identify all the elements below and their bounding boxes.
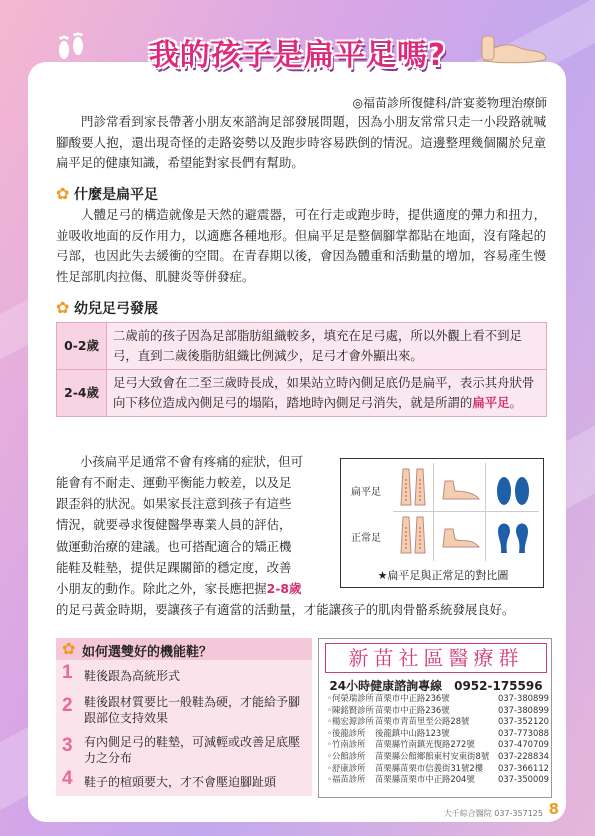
flower-icon: ✿ [56, 184, 70, 203]
section-heading-label: 什麼是扁平足 [74, 187, 158, 203]
shoe-tip-item [62, 768, 308, 790]
figure-caption: ★扁平足與正常足的對比圖 [377, 569, 509, 582]
table-row [57, 370, 547, 417]
tip-text: 鞋後跟材質要比一般鞋為硬，才能給予腳跟部位支持效果 [84, 695, 301, 725]
symptom-line: 情況，就要尋求復健醫學專業人員的評估， [56, 517, 292, 532]
clinic-group-name: 新苗社區醫療群 [325, 643, 547, 673]
figure-label-flat: 扁平足 [351, 487, 381, 498]
arch-development-table [56, 322, 547, 417]
symptom-line: 能會有不耐走、運動平衡能力較差，以及足 [56, 475, 292, 490]
tip-text: 鞋後跟為高統形式 [84, 669, 181, 683]
tail-text: 小朋友的動作。除此之外，家長應把握 [56, 581, 267, 596]
symptom-line-tail [56, 579, 336, 600]
shoe-tips-heading-label: 如何選雙好的機能鞋？ [82, 645, 213, 660]
clinic-name: ◦陳銘賢診所 [327, 704, 374, 715]
description-text: 足弓大致會在二至三歲時長成，如果站立時內側足底仍是扁平，表示其舟狀骨向下移位造成內側足弓的塌陷，踏地時內側足弓消失，就是所謂的 [113, 375, 535, 410]
tip-number: 1 [62, 662, 73, 683]
tip-number: 3 [62, 735, 73, 756]
section-heading-label: 幼兒足弓發展 [74, 301, 158, 317]
list-item [327, 693, 549, 705]
clinic-phone: 037-228834 [498, 750, 549, 761]
clinic-address: 苗栗市中正路236號 [375, 693, 450, 703]
list-item [327, 728, 549, 740]
clinic-address: 苗栗縣苗栗市中正路204號 [375, 774, 475, 785]
section-heading-development [56, 298, 158, 318]
figure-label-normal: 正常足 [351, 533, 381, 544]
symptom-line-final: 的足弓黃金時期，要讓孩子有適當的活動量，才能讓孩子的肌肉骨骼系統發展良好。 [56, 602, 515, 617]
tip-text: 鞋子的楦頭要大，才不會壓迫腳趾頭 [84, 775, 277, 789]
page-number: 8 [548, 800, 559, 818]
clinic-phone: 037-380899 [498, 693, 549, 703]
footer-text: 大千綜合醫院 037-357125 [443, 809, 543, 818]
list-item [327, 774, 549, 786]
description-cell: 二歲前的孩子因為足部脂肪組織較多，填充在足弓處，所以外觀上看不到足弓，直到二歲後脂肪組織比例減少，足弓才會外顯出來。 [107, 323, 547, 370]
clinic-address: 苗栗縣竹南鎮光復路272號 [375, 739, 475, 750]
normal-feet-back-icon [397, 515, 429, 555]
clinic-phone: 037-350009 [498, 774, 549, 785]
normal-foot-side-icon [441, 525, 481, 549]
list-item [327, 763, 549, 775]
page-title: 我的孩子是扁平足嗎? [148, 38, 447, 73]
list-item [327, 739, 549, 751]
flat-feet-back-icon [397, 467, 429, 507]
clinic-address: 苗栗縣公館鄉館東村安東街8號 [375, 750, 490, 761]
flower-icon: ✿ [62, 639, 76, 658]
clinic-phone: 037-352120 [498, 716, 549, 727]
tip-text: 有內側足弓的鞋墊，可減輕或改善足底壓力之分布 [84, 735, 301, 765]
flatfoot-paragraph: 人體足弓的構造就像是天然的避震器，可在行走或跑步時，提供適度的彈力和扭力，並吸收地面的反作用力，以適應各種地形。但扁平足是整個腳掌都貼在地面，沒有隆起的弓部，也因此失去緩衝的空間。在青春期以後，會因為體重和活動量的增加，容易產生慢性足部肌肉拉傷、肌腱炎等併發症。 [56, 207, 546, 284]
flower-icon: ✿ [56, 298, 70, 317]
tip-number: 2 [62, 695, 73, 716]
shoe-tip-item [62, 662, 308, 684]
tip-number: 4 [62, 768, 73, 789]
section-heading-flatfoot [56, 184, 158, 204]
shoe-tips-heading [56, 638, 312, 660]
shoe-tips-box [56, 638, 312, 796]
highlight-term: 扁平足 [472, 395, 510, 410]
clinic-phone: 037-366112 [498, 762, 549, 773]
flat-foot-side-icon [441, 477, 481, 501]
clinic-address: 苗栗縣苗栗市信義街31號2樓 [375, 762, 484, 773]
symptom-line: 跟歪斜的狀況。如果家長注意到孩子有這些 [56, 496, 292, 511]
table-row [57, 323, 547, 370]
clinic-name: ◦竹南診所 [327, 739, 366, 750]
title-wrap [0, 30, 595, 72]
flatfoot-comparison-figure [340, 458, 544, 588]
description-suffix: 。 [509, 395, 522, 410]
clinic-phone: 037-380899 [498, 704, 549, 715]
symptom-line: 能鞋及鞋墊，提供足踝關節的穩定度，改善 [56, 560, 292, 575]
age-cell: 2-4歲 [57, 370, 107, 417]
clinic-name: ◦福苗診所 [327, 774, 366, 785]
highlight-age: 2-8歲 [266, 581, 302, 596]
clinic-name: ◦楊宏源診所 [327, 716, 374, 727]
hotline: 24小時健康諮詢專線 0952-175596 [329, 679, 543, 693]
symptom-line: 做運動治療的建議。也可搭配適合的矯正機 [56, 539, 292, 554]
author-line: ◎福苗診所復健科/許宴菱物理治療師 [352, 96, 547, 110]
shoe-tip-item [62, 694, 308, 726]
list-item [327, 751, 549, 763]
clinic-name: ◦何榮瑞診所 [327, 693, 374, 703]
clinic-name: ◦後龍診所 [327, 727, 366, 738]
clinic-address: 苗栗市中正路236號 [375, 704, 450, 715]
shoe-tip-item [62, 734, 308, 766]
normal-footprint-icon [493, 515, 533, 555]
clinic-name: ◦公館診所 [327, 750, 366, 761]
clinic-group-box [318, 638, 552, 798]
clinic-phone: 037-470709 [498, 739, 549, 750]
clinic-address: 後龍鎮中山路123號 [375, 727, 450, 738]
clinic-name: ◦舒康診所 [327, 762, 366, 773]
clinic-address: 苗栗市青苗里至公路28號 [375, 716, 470, 727]
clinic-list [327, 693, 549, 786]
flat-footprint-icon [493, 467, 533, 507]
intro-paragraph: 門診常看到家長帶著小朋友來諮詢足部發展問題，因為小朋友常常只走一小段路就喊腳酸要人抱，還出現奇怪的走路姿勢以及跑步時容易跌倒的情況。這邊整理幾個關於兒童扁平足的健康知識，希望能對家長們有幫助。 [56, 114, 546, 170]
symptom-line: 小孩扁平足通常不會有疼痛的症狀，但可 [80, 454, 304, 469]
description-cell [107, 370, 547, 417]
clinic-phone: 037-773088 [498, 727, 549, 738]
list-item [327, 705, 549, 717]
age-cell: 0-2歲 [57, 323, 107, 370]
list-item [327, 716, 549, 728]
